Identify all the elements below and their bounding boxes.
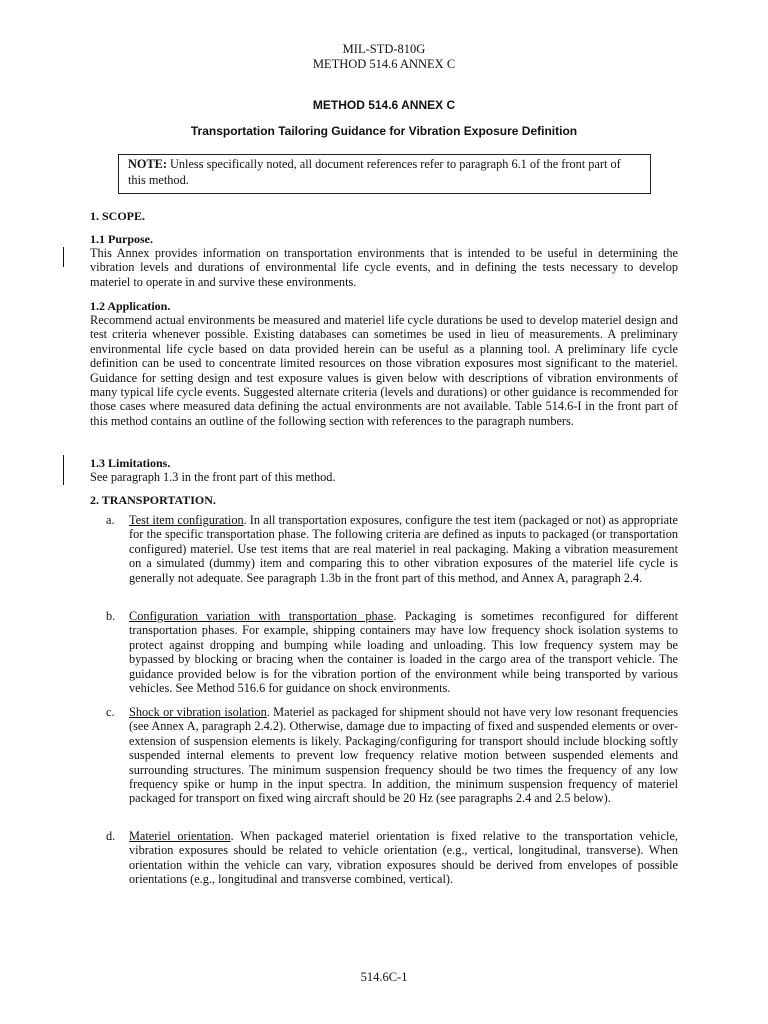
item-title: Test item configuration [129,513,244,527]
note-label: NOTE: [128,157,167,171]
item-title: Configuration variation with transportation phase [129,609,394,623]
limitations-heading: 1.3 Limitations. [90,456,171,470]
item-text: . Materiel as packaged for shipment should not have very low resonant frequencies (see Annex A, paragraph 2.4.2). Otherwise, damage due to impacting of fixed and suspended elements or over-extension of suspension elements is likely. Packaging/configuring for transport should include blocking softly suspended internal elements to prevent low frequency relative motion between suspended elements and surrounding structures. The minimum suspension frequency should be two times the frequency of any low frequency spike or hump in the input spectra. In addition, the minimum suspension frequency of materiel packaged for transport on fixed wing aircraft should be 20 Hz (see paragraphs 2.4 and 2.5 below). [129,705,678,806]
document-title: METHOD 514.6 ANNEX C [312,98,456,112]
note-box [118,154,651,194]
item-text: . When packaged materiel orientation is fixed relative to the transportation vehicle, vibration exposures should be related to vehicle orientation (e.g., vertical, longitudinal, transverse). When orientation within the vehicle can vary, vibration exposures should be derived from envelopes of possible orientations (e.g., longitudinal and transverse combined, vertical). [129,829,679,887]
purpose-text: This Annex provides information on transportation environments that is intended to be useful in determining the vibration levels and durations of environmental life cycle events, and in defining the tests necessary to develop materiel to operate in and survive these environments. [90,246,678,289]
document-subtitle: Transportation Tailoring Guidance for Vibration Exposure Definition [190,124,578,138]
item-title: Materiel orientation [129,829,231,843]
item-title: Shock or vibration isolation [129,705,267,719]
limitations-text: See paragraph 1.3 in the front part of this method. [90,470,336,484]
revision-bar [63,455,64,485]
item-text: . In all transportation exposures, configure the test item (packaged or not) as appropriate for the specific transportation phase. The following criteria are defined as inputs to packaged (or transportation configured) materiel. Use test items that are real materiel in real packaging. Making a vibration measurement on a simulated (dummy) item and comparing this to other vibration exposures of the materiel life cycle is generally not adequate. See paragraph 1.3b in the front part of this method, and Annex A, paragraph 2.4. [129,513,678,585]
header-method-id: METHOD 514.6 ANNEX C [312,57,456,71]
list-item [129,609,678,695]
item-text: . Packaging is sometimes reconfigured for different transportation phases. For example, shipping containers may have low frequency shock isolation systems to protect against dropping and bumping while loading and unloading. This low frequency system may be bypassed by blocking or bracing when the container is loaded in the cargo area of the transport vehicle. The guidance provided below is for the vibration portion of the environment while being transported by various vehicles. See Method 516.6 for guidance on shock environments. [129,609,679,696]
revision-bar [63,247,64,267]
note-text: Unless specifically noted, all document references refer to paragraph 6.1 of the front part of this method. [128,157,621,187]
list-item [129,829,678,887]
header-standard-id: MIL-STD-810G [342,42,426,56]
list-item [129,513,678,585]
scope-heading: 1. SCOPE. [90,209,146,223]
item-letter: d. [106,829,116,843]
item-letter: a. [106,513,115,527]
transportation-heading: 2. TRANSPORTATION. [90,493,216,507]
item-letter: b. [106,609,116,623]
application-heading: 1.2 Application. [90,299,171,313]
purpose-heading: 1.1 Purpose. [90,232,153,246]
item-letter: c. [106,705,115,719]
list-item [129,705,678,806]
application-text: Recommend actual environments be measured and materiel life cycle durations be used to develop materiel design and test criteria whenever possible. Existing databases can sometimes be used in lieu of measurements. A preliminary environmental life cycle based on data provided herein can be useful as a planning tool. A preliminary life cycle definition can be used to concentrate limited resources on those vibration exposures most significant to the materiel. Guidance for setting design and test exposure values is given below with descriptions of vibration environments of many typical life cycle events. Suggested alternate criteria (levels and durations) or other guidance is recommended for those cases where measured data defining the actual environments are not available. Table 514.6-I in the front part of this method contains an outline of the following section with references to the paragraph numbers. [90,313,678,428]
page-number: 514.6C-1 [360,970,408,984]
